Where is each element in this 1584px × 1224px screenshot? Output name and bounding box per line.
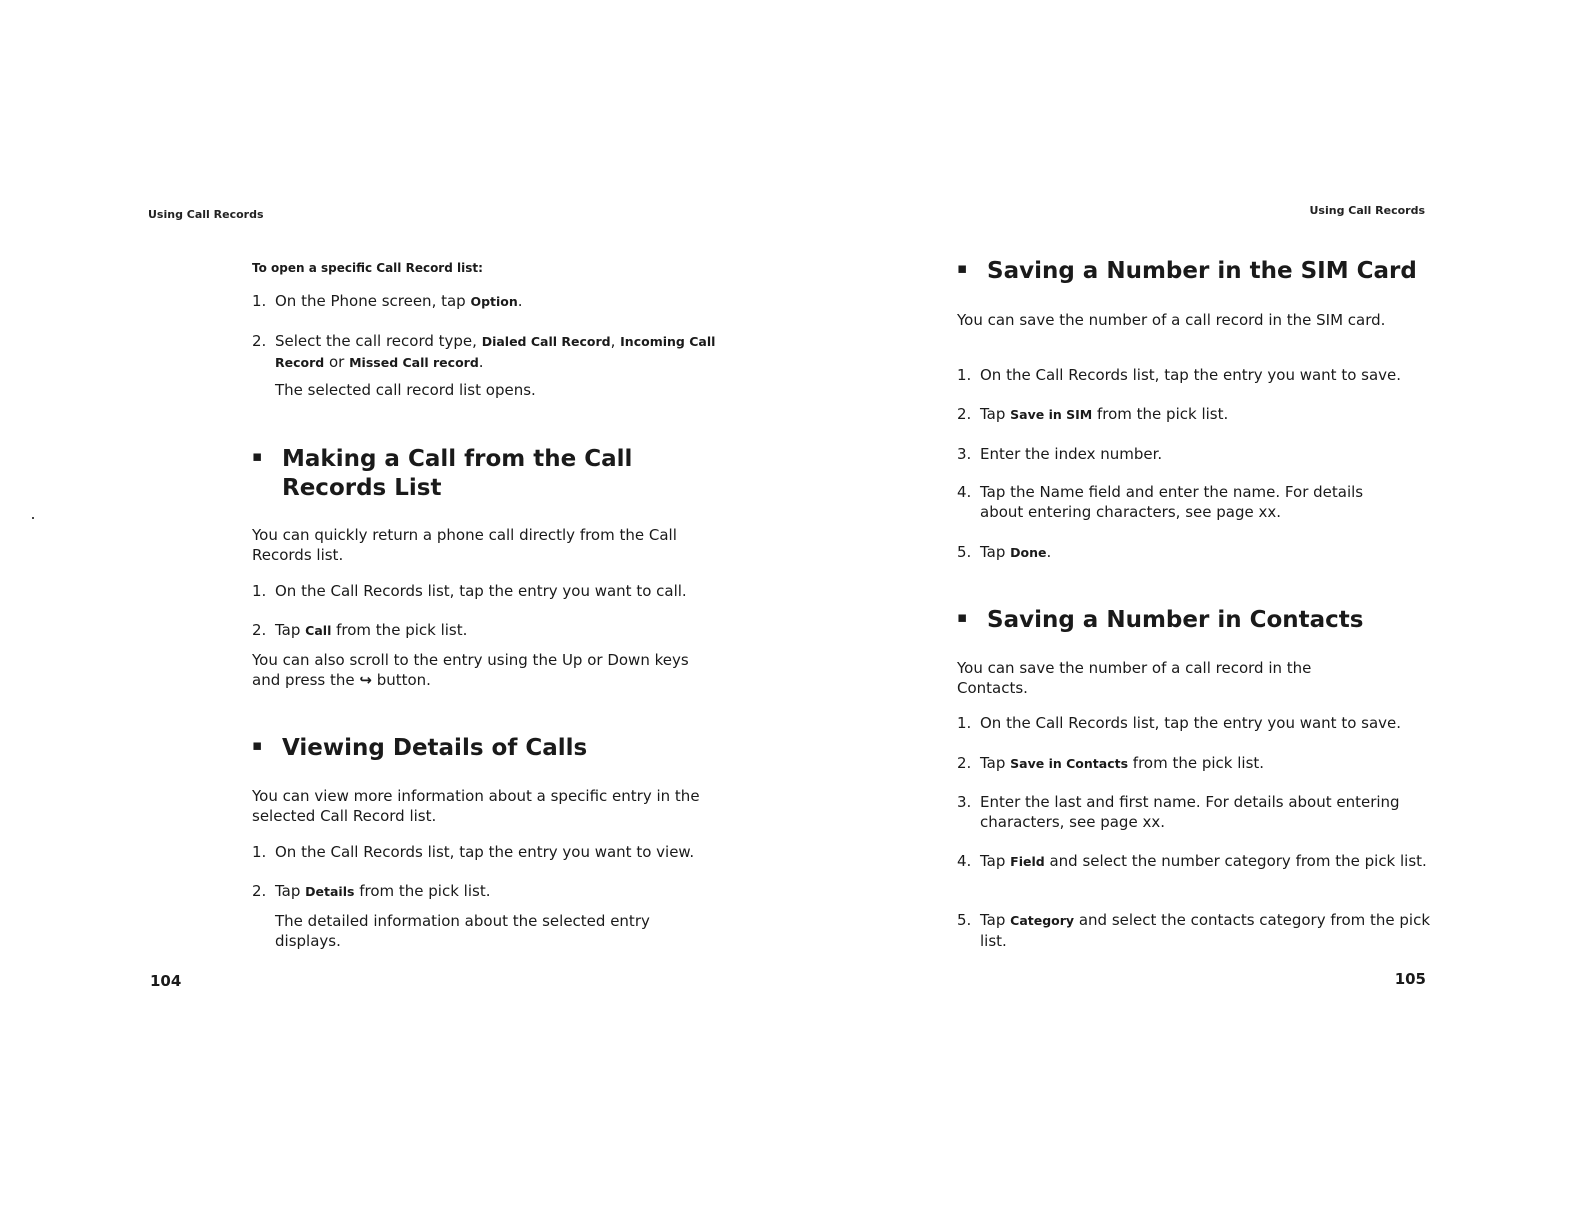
viewing-details-step-2 [252,881,722,902]
step-text: Tap the Name field and enter the name. For details about entering characters, see page xx. [980,483,1364,521]
step-text-end: and select the contacts category from the pick list. [980,911,1431,950]
step-text-end: . [1046,543,1052,561]
step-text-sep: , [610,332,621,350]
left-running-head: Using Call Records [148,208,264,221]
making-call-step-2 [252,620,722,641]
right-running-head: Using Call Records [1309,204,1425,217]
step-text-sep: or [324,353,350,371]
field-term: Field [1010,854,1045,869]
open-list-subheading: To open a specific Call Record list: [252,261,483,275]
step-number: 1. [957,366,972,384]
step-text: Tap [980,754,1011,772]
save-in-sim-term: Save in SIM [1010,407,1093,422]
missed-call-record-term: Missed Call record [349,355,479,370]
making-call-heading [252,445,672,503]
step-number: 5. [957,911,972,929]
step-number: 1. [957,714,972,732]
square-bullet-icon: ▪ [957,608,968,626]
option-term: Option [470,294,518,309]
step-number: 1. [252,843,267,861]
step-number: 5. [957,543,972,561]
saving-contacts-heading [957,606,1437,635]
open-step-1 [252,291,712,312]
heading-text: Saving a Number in the SIM Card [987,258,1417,284]
step-number: 2. [252,882,267,900]
note-text: You can also scroll to the entry using the Up or Down keys and press the [252,651,689,689]
saving-contacts-step-1 [957,713,1432,733]
step-text: On the Phone screen, tap [275,292,471,310]
send-key-icon: ↪ [359,671,372,689]
viewing-details-note: The detailed information about the selected entry displays. [275,912,650,950]
step-number: 3. [957,793,972,811]
step-text: Tap [275,882,306,900]
saving-sim-step-3 [957,444,1427,464]
square-bullet-icon: ▪ [957,259,968,277]
saving-sim-step-2 [957,404,1427,425]
viewing-details-step-1 [252,842,722,862]
heading-text: Viewing Details of Calls [282,735,588,761]
step-number: 4. [957,852,972,870]
viewing-details-intro: You can view more information about a specific entry in the selected Call Record list. [252,787,700,825]
saving-sim-step-5 [957,542,1427,563]
step-text: Tap [980,543,1011,561]
step-text: Tap [980,852,1011,870]
square-bullet-icon: ▪ [252,736,263,754]
step-text-end: from the pick list. [331,621,468,639]
save-in-contacts-term: Save in Contacts [1010,756,1129,771]
step-text: On the Call Records list, tap the entry you want to save. [980,714,1402,732]
step-number: 2. [957,405,972,423]
making-call-note [252,650,692,690]
saving-contacts-step-2 [957,753,1427,774]
saving-contacts-intro: You can save the number of a call record in the Contacts. [957,659,1312,697]
step-text: Enter the index number. [980,445,1163,463]
step-text: Enter the last and first name. For details about entering characters, see page xx. [980,793,1400,831]
heading-text: Saving a Number in Contacts [987,607,1364,633]
step-text-end: from the pick list. [354,882,491,900]
step-text: Tap [980,911,1011,929]
step-number: 2. [957,754,972,772]
step-number: 2. [252,621,267,639]
right-page-number: 105 [1394,970,1426,988]
incoming-call-record-term: Incoming Call Record [275,334,716,370]
saving-sim-step-4 [957,482,1397,522]
call-term: Call [305,623,332,638]
step-text: Tap [980,405,1011,423]
left-page-number: 104 [150,972,182,990]
saving-sim-heading [957,257,1437,286]
viewing-details-heading [252,734,712,763]
dialed-call-record-term: Dialed Call Record [481,334,611,349]
note-text-end: button. [371,671,431,689]
saving-contacts-step-3 [957,792,1432,832]
step-text-end: from the pick list. [1092,405,1229,423]
step-text: On the Call Records list, tap the entry you want to save. [980,366,1402,384]
step-number: 1. [252,582,267,600]
making-call-intro: You can quickly return a phone call directly from the Call Records list. [252,526,677,564]
saving-contacts-step-4 [957,851,1432,872]
open-list-note: The selected call record list opens. [275,381,536,399]
done-term: Done [1010,545,1047,560]
category-term: Category [1010,913,1075,928]
step-text-end: . [517,292,523,310]
square-bullet-icon: ▪ [252,447,263,465]
saving-contacts-step-5 [957,910,1432,951]
scan-speck [32,517,34,519]
saving-sim-intro: You can save the number of a call record in the SIM card. [957,311,1386,329]
step-text: Select the call record type, [275,332,482,350]
step-number: 4. [957,483,972,501]
step-text: Tap [275,621,306,639]
saving-sim-step-1 [957,365,1432,385]
step-text: On the Call Records list, tap the entry you want to call. [275,582,687,600]
step-number: 3. [957,445,972,463]
open-step-2 [252,331,722,373]
step-text-end: from the pick list. [1128,754,1265,772]
step-text-end: . [478,353,484,371]
making-call-step-1 [252,581,722,601]
step-number: 1. [252,292,267,310]
step-text: On the Call Records list, tap the entry you want to view. [275,843,695,861]
step-text-end: and select the number category from the pick list. [1044,852,1427,870]
heading-text: Making a Call from the Call Records List [282,446,633,501]
step-number: 2. [252,332,267,350]
details-term: Details [305,884,355,899]
